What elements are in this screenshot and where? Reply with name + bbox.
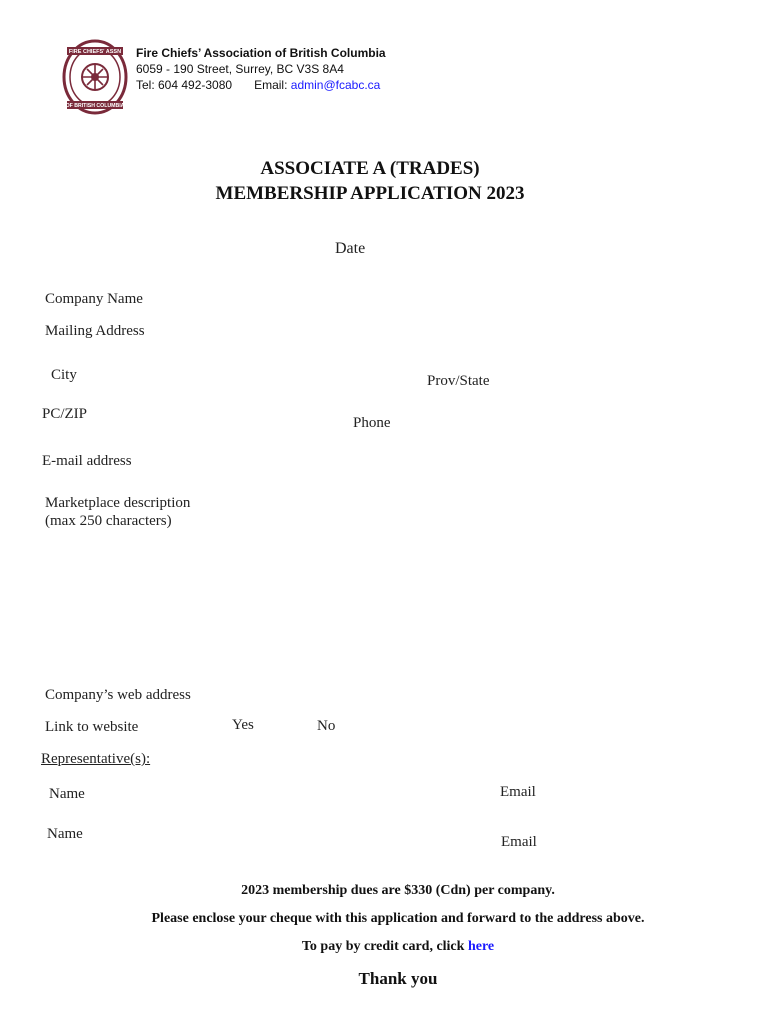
yes-option-label: Yes: [232, 717, 254, 733]
logo-bottom-lettering: OF BRITISH COLUMBIA: [65, 103, 125, 110]
mailing-address-label: Mailing Address: [45, 323, 145, 339]
marketplace-max-note: (max 250 characters): [45, 513, 172, 529]
credit-card-text: To pay by credit card, click: [301, 939, 465, 954]
org-tel: Tel: 604 492-3080: [136, 78, 233, 92]
org-email-link[interactable]: admin@fcabc.ca: [290, 78, 381, 92]
email-address-label: E-mail address: [42, 453, 132, 469]
pc-zip-label: PC/ZIP: [42, 406, 88, 422]
link-to-website-label: Link to website: [45, 719, 139, 735]
rep1-name-label: Name: [49, 786, 85, 802]
rep1-email-label: Email: [500, 784, 536, 800]
thank-you: Thank you: [358, 969, 438, 988]
email-label: Email:: [254, 78, 288, 92]
form-title-line1: ASSOCIATE A (TRADES): [260, 158, 480, 179]
city-label: City: [51, 367, 77, 383]
org-name: Fire Chiefs’ Association of British Columbia: [136, 46, 386, 60]
prov-state-label: Prov/State: [427, 373, 490, 389]
org-contact-line: [136, 78, 380, 93]
association-logo: [62, 39, 128, 115]
dues-statement: 2023 membership dues are $330 (Cdn) per company.: [241, 883, 555, 898]
marketplace-description-label: Marketplace description: [45, 495, 191, 511]
form-title-line2: MEMBERSHIP APPLICATION 2023: [215, 183, 525, 204]
org-address: 6059 - 190 Street, Surrey, BC V3S 8A4: [136, 62, 344, 76]
phone-label: Phone: [353, 415, 391, 431]
credit-card-here-link[interactable]: here: [467, 939, 495, 954]
logo-top-lettering: FIRE CHIEFS' ASSN: [68, 49, 122, 56]
cheque-instructions: Please enclose your cheque with this application and forward to the address above.: [151, 911, 645, 926]
rep2-name-label: Name: [47, 826, 83, 842]
representatives-heading: Representative(s):: [41, 751, 151, 767]
rep2-email-label: Email: [501, 834, 537, 850]
company-name-label: Company Name: [45, 291, 143, 307]
web-address-label: Company’s web address: [45, 687, 191, 703]
credit-card-line: [0, 939, 770, 955]
no-option-label: No: [317, 718, 336, 734]
date-label: Date: [335, 240, 366, 257]
